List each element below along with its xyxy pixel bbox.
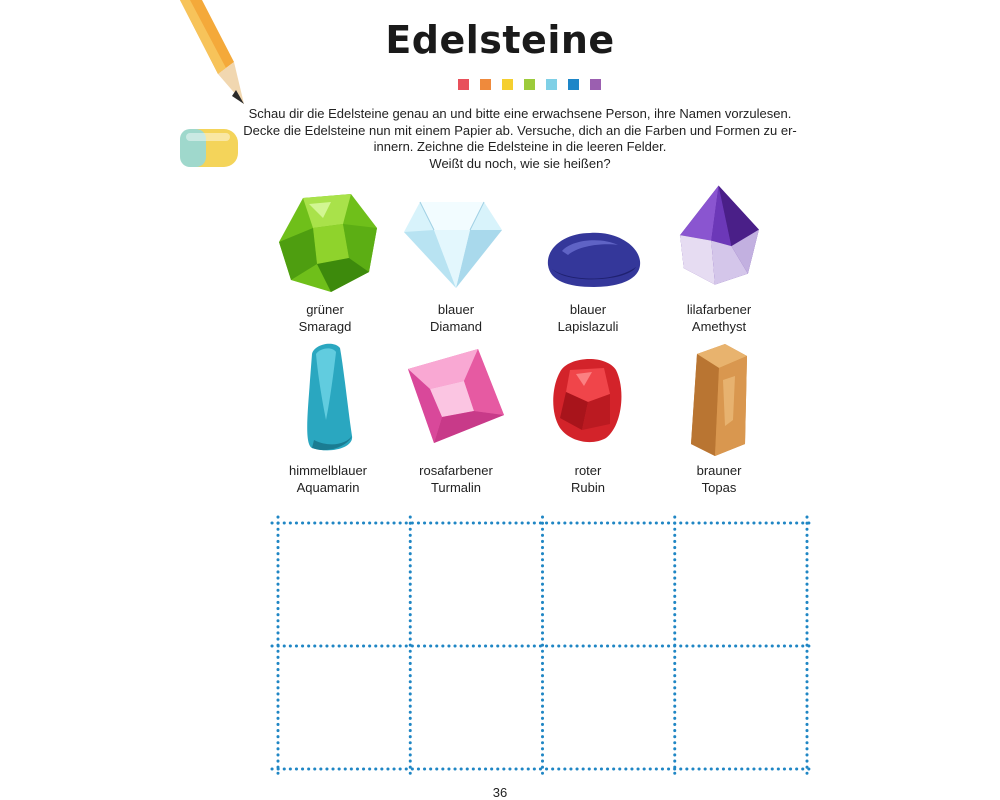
color-square (568, 79, 579, 90)
gem-label (386, 462, 526, 496)
gem-name-text: Rubin (571, 480, 605, 495)
color-square (502, 79, 513, 90)
color-squares (458, 79, 601, 91)
gem-label (386, 301, 526, 335)
gem-color-text: brauner (696, 463, 742, 478)
gem-label (258, 462, 398, 496)
instruction-text (230, 106, 810, 172)
topaz-gem-icon (685, 340, 755, 460)
gem-name-text: Aquamarin (296, 480, 360, 495)
gem-color-text: roter (574, 463, 602, 478)
page-title: Edelsteine (385, 18, 615, 62)
color-square (590, 79, 601, 90)
gem-name-text: Diamand (429, 319, 483, 334)
gem-name-text: Smaragd (298, 319, 352, 334)
color-square (480, 79, 491, 90)
drawing-box[interactable] (413, 526, 539, 643)
drawing-box[interactable] (281, 526, 407, 643)
gem-color-text: lilafarbener (686, 302, 752, 317)
color-square (546, 79, 557, 90)
drawing-box[interactable] (546, 649, 672, 766)
drawing-grid (270, 515, 815, 777)
drawing-box[interactable] (281, 649, 407, 766)
drawing-box[interactable] (678, 649, 804, 766)
aquamarine-gem-icon (290, 340, 370, 455)
instruction-line: Weißt du noch, wie sie heißen? (429, 155, 611, 171)
gem-name-text: Lapislazuli (557, 319, 619, 334)
gem-label (649, 462, 789, 496)
instruction-line: innern. Zeichne die Edelsteine in die leeren Felder. (373, 139, 667, 154)
gem-color-text: blauer (569, 302, 607, 317)
instruction-line: Schau dir die Edelsteine genau an und bitte eine erwachsene Person, ihre Namen vorzulesen. (248, 106, 792, 121)
color-square (524, 79, 535, 90)
amethyst-gem-icon (670, 182, 780, 292)
diamond-gem-icon (398, 192, 508, 302)
ruby-gem-icon (548, 350, 626, 448)
instruction-line: Decke die Edelsteine nun mit einem Papier ab. Versuche, dich an die Farben und Formen zu er- (243, 122, 797, 138)
gem-label (255, 301, 395, 335)
drawing-box[interactable] (413, 649, 539, 766)
gem-name-text: Topas (701, 480, 737, 495)
page-number: 36 (492, 785, 508, 800)
tourmaline-gem-icon (400, 345, 510, 455)
drawing-box[interactable] (546, 526, 672, 643)
gem-name-text: Turmalin (430, 480, 482, 495)
emerald-gem-icon (273, 190, 383, 300)
gem-color-text: himmelblauer (288, 463, 368, 478)
gem-label (518, 462, 658, 496)
gem-label (518, 301, 658, 335)
gem-color-text: grüner (306, 302, 344, 317)
gem-color-text: rosafarbener (419, 463, 493, 478)
gem-label (649, 301, 789, 335)
color-square (458, 79, 469, 90)
lapis-gem-icon (538, 206, 648, 316)
gem-name-text: Amethyst (691, 319, 747, 334)
drawing-box[interactable] (678, 526, 804, 643)
gem-color-text: blauer (437, 302, 475, 317)
